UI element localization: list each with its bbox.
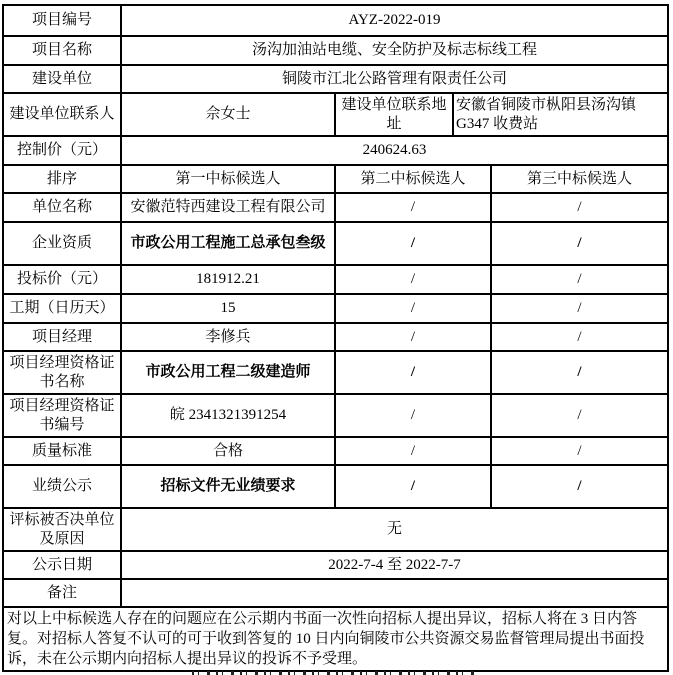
objection-notice-text: 对以上中标候选人存在的问题应在公示期内书面一次性向招标人提出异议，招标人将在 3 日内答复。对招标人答复不认可的可于收到答复的 10 日内向铜陵市公共资源交易监督管理局提出书面投诉，未在公示期内向招标人提出异议的投诉不予受理。 (4, 606, 667, 670)
candidate-1-value: 安徽范特西建设工程有限公司 (120, 194, 334, 221)
row-label: 项目名称 (31, 42, 92, 58)
row-value: AYZ-2022-019 (120, 6, 667, 35)
candidate-2-value: / (334, 466, 490, 507)
row-value: 无 (120, 509, 667, 550)
table-row (4, 464, 667, 507)
candidate-1-value: 李修兵 (120, 324, 334, 350)
candidate-2-value: / (334, 395, 490, 436)
contact-address-label: 建设单位联系地址 (334, 94, 452, 135)
candidate-3-value: / (490, 295, 667, 322)
candidate-1-value: 第一中标候选人 (120, 166, 334, 192)
contact-address-value: 安徽省铜陵市枞阳县汤沟镇 G347 收费站 (452, 94, 667, 135)
candidate-1-value: 181912.21 (120, 266, 334, 293)
row-value: 铜陵市江北公路管理有限责任公司 (120, 66, 667, 92)
row-label: 备注 (46, 584, 77, 601)
candidate-3-value: / (490, 223, 667, 264)
row-value: 240624.63 (120, 137, 667, 164)
row-label: 业绩公示 (31, 478, 92, 494)
candidate-3-value: 第三中标候选人 (490, 166, 667, 192)
table-row (4, 550, 667, 578)
row-label: 投标价（元） (16, 271, 107, 287)
candidate-1-value: 市政公用工程二级建造师 (120, 352, 334, 393)
candidate-2-value: / (334, 295, 490, 322)
table-row (4, 192, 667, 221)
candidate-2-value: / (334, 266, 490, 293)
table-row (4, 293, 667, 322)
candidate-2-value: / (334, 194, 490, 221)
table-row (4, 164, 667, 192)
table-row (4, 264, 667, 293)
row-label: 企业资质 (31, 235, 92, 251)
candidate-1-value: 15 (120, 295, 334, 322)
row-label: 项目经理资格证书编号 (9, 397, 115, 433)
row-label: 排序 (46, 170, 77, 187)
row-label: 评标被否决单位及原因 (9, 511, 115, 547)
candidate-2-value: / (334, 352, 490, 393)
row-label: 项目经理资格证书名称 (9, 354, 115, 390)
candidate-1-value: 市政公用工程施工总承包叁级 (120, 223, 334, 264)
candidate-3-value: / (490, 266, 667, 293)
row-label: 建设单位联系人 (9, 106, 115, 122)
candidate-2-value: / (334, 438, 490, 464)
row-label: 工期（日历天） (9, 300, 115, 316)
table-rows (4, 6, 667, 606)
table-row (4, 135, 667, 164)
candidate-3-value: / (490, 466, 667, 507)
table-row (4, 64, 667, 92)
row-label: 质量标准 (31, 442, 92, 459)
row-label: 单位名称 (31, 199, 92, 215)
row-label: 公示日期 (31, 556, 92, 573)
candidate-2-value: / (334, 223, 490, 264)
row-label: 建设单位 (31, 70, 92, 87)
candidate-1-value: 招标文件无业绩要求 (120, 466, 334, 507)
row-value: 2022-7-4 至 2022-7-7 (120, 552, 667, 578)
table-row (4, 350, 667, 393)
candidate-1-value: 合格 (120, 438, 334, 464)
bid-announcement-table (2, 4, 669, 672)
row-label: 控制价（元） (16, 142, 107, 158)
contact-name: 佘女士 (120, 94, 334, 135)
candidate-3-value: / (490, 324, 667, 350)
table-row (4, 393, 667, 436)
candidate-1-value: 皖 2341321391254 (120, 395, 334, 436)
candidate-2-value: / (334, 324, 490, 350)
table-row (4, 6, 667, 35)
table-row (4, 436, 667, 464)
table-row (4, 578, 667, 606)
truncated-caption-remnant (192, 671, 474, 675)
candidate-3-value: / (490, 352, 667, 393)
table-row (4, 35, 667, 64)
table-row (4, 322, 667, 350)
table-row (4, 92, 667, 135)
candidate-3-value: / (490, 194, 667, 221)
row-value: 汤沟加油站电缆、安全防护及标志标线工程 (120, 37, 667, 64)
row-value (120, 580, 667, 606)
candidate-3-value: / (490, 438, 667, 464)
candidate-2-value: 第二中标候选人 (334, 166, 490, 192)
table-row (4, 507, 667, 550)
candidate-3-value: / (490, 395, 667, 436)
row-label: 项目编号 (31, 12, 92, 28)
row-label: 项目经理 (31, 328, 92, 345)
table-row (4, 221, 667, 264)
